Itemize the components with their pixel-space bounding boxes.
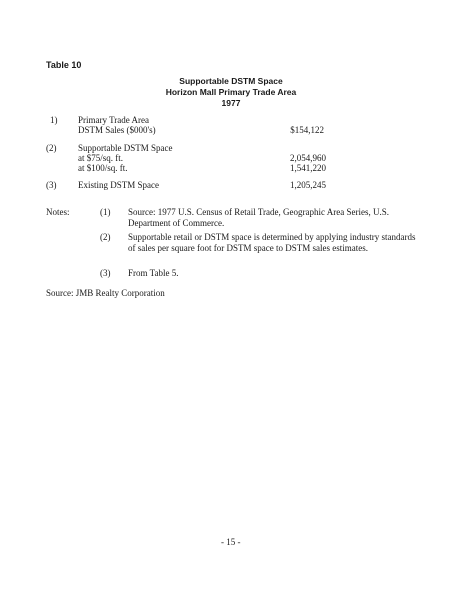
row-value: 2,054,960 [290,153,326,163]
table-label: Table 10 [46,60,82,70]
row-value: 1,205,245 [290,180,326,190]
note-number: (3) [100,268,111,278]
row-label: Primary Trade Area [78,115,149,125]
source-line: Source: JMB Realty Corporation [46,288,165,298]
note-text: Supportable retail or DSTM space is determined by applying industry standards of sales per square foot for DSTM space to DSTM sales estimates. [128,232,416,253]
table-title: Supportable DSTM Space [179,76,283,86]
note-number: (2) [100,232,111,242]
note-text: Source: 1977 U.S. Census of Retail Trade, Geographic Area Series, U.S. Department of Commerce. [128,207,389,228]
row-label: at $75/sq. ft. [78,153,123,163]
notes-label: Notes: [46,207,70,217]
note-text: From Table 5. [128,268,179,278]
row-label: Supportable DSTM Space [78,143,173,153]
row-value: $154,122 [290,125,324,135]
note-number: (1) [100,207,111,217]
row-value: 1,541,220 [290,163,326,173]
row-label: Existing DSTM Space [78,180,159,190]
page-number: - 15 - [221,537,241,547]
row-number: (3) [46,180,57,190]
row-label: DSTM Sales ($000's) [78,125,156,135]
row-label: at $100/sq. ft. [78,163,128,173]
row-number: (2) [46,143,57,153]
table-subtitle: Horizon Mall Primary Trade Area [165,87,297,97]
table-year: 1977 [221,98,241,108]
row-number: 1) [50,115,58,125]
